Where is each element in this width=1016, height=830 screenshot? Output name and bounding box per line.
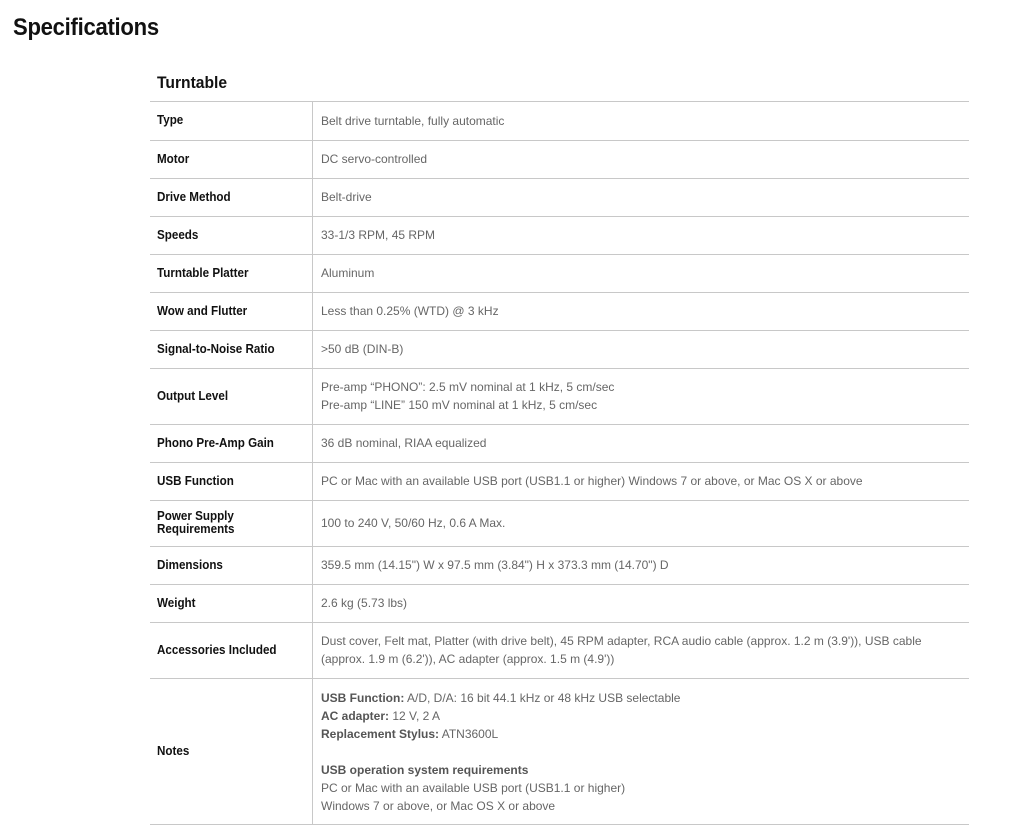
note-value: ATN3600L — [441, 726, 499, 741]
spec-label: Power Supply Requirements — [150, 500, 313, 546]
spec-row-usb-function — [150, 462, 969, 500]
spec-label: Notes — [150, 678, 313, 824]
spec-row-platter — [150, 254, 969, 292]
spec-row-dimensions — [150, 546, 969, 584]
spec-label: Motor — [150, 140, 313, 178]
spec-value: DC servo-controlled — [313, 140, 970, 178]
spec-row-speeds — [150, 216, 969, 254]
spec-label: Phono Pre-Amp Gain — [150, 424, 313, 462]
spec-value: 2.6 kg (5.73 lbs) — [313, 584, 970, 622]
note-key: USB Function: — [321, 690, 405, 705]
spec-table — [150, 102, 969, 825]
os-requirement-line: Windows 7 or above, or Mac OS X or above — [321, 798, 556, 813]
spec-value: 36 dB nominal, RIAA equalized — [313, 424, 970, 462]
note-value: 12 V, 2 A — [392, 708, 440, 723]
spec-value: 359.5 mm (14.15") W x 97.5 mm (3.84") H x 373.3 mm (14.70") D — [313, 546, 970, 584]
section-title: Turntable — [150, 64, 969, 102]
spec-row-power-supply — [150, 500, 969, 546]
note-line — [321, 707, 963, 725]
spec-value: Pre-amp “PHONO”: 2.5 mV nominal at 1 kHz, 5 cm/sec Pre-amp “LINE” 150 mV nominal at 1 kHz, 5 cm/sec — [313, 368, 970, 424]
spec-row-accessories — [150, 622, 969, 678]
spec-label: Drive Method — [150, 178, 313, 216]
note-line — [321, 725, 963, 743]
spec-row-drive-method — [150, 178, 969, 216]
spec-label: USB Function — [150, 462, 313, 500]
os-requirements-heading: USB operation system requirements — [321, 762, 529, 777]
spec-value: 33-1/3 RPM, 45 RPM — [313, 216, 970, 254]
spec-value: Belt drive turntable, fully automatic — [313, 102, 970, 140]
spec-row-wow-flutter — [150, 292, 969, 330]
spec-value: Less than 0.25% (WTD) @ 3 kHz — [313, 292, 970, 330]
spec-label: Speeds — [150, 216, 313, 254]
spec-value: >50 dB (DIN-B) — [313, 330, 970, 368]
spec-label: Type — [150, 102, 313, 140]
spec-row-output-level — [150, 368, 969, 424]
page-title: Specifications — [13, 14, 159, 41]
spec-label: Accessories Included — [150, 622, 313, 678]
spec-label: Turntable Platter — [150, 254, 313, 292]
spec-label: Wow and Flutter — [150, 292, 313, 330]
os-requirement-line: PC or Mac with an available USB port (USB1.1 or higher) — [321, 780, 626, 795]
spec-row-phono-gain — [150, 424, 969, 462]
spec-row-snr — [150, 330, 969, 368]
spec-value: Dust cover, Felt mat, Platter (with drive belt), 45 RPM adapter, RCA audio cable (approx. 1.2 m (3.9')), USB cable (approx. 1.9 m (6.2')), AC adapter (approx. 1.5 m (4.9')) — [313, 622, 970, 678]
note-key: Replacement Stylus: — [321, 726, 440, 741]
turntable-specs-section — [150, 64, 969, 825]
spec-row-motor — [150, 140, 969, 178]
spec-value: PC or Mac with an available USB port (USB1.1 or higher) Windows 7 or above, or Mac OS X or above — [313, 462, 970, 500]
spec-label: Weight — [150, 584, 313, 622]
notes-block — [321, 679, 963, 824]
note-line — [321, 689, 963, 707]
spec-row-weight — [150, 584, 969, 622]
spec-value: Belt-drive — [313, 178, 970, 216]
spec-label: Output Level — [150, 368, 313, 424]
spec-row-notes — [150, 678, 969, 824]
spec-label: Signal-to-Noise Ratio — [150, 330, 313, 368]
note-key: AC adapter: — [321, 708, 390, 723]
spec-value — [313, 678, 970, 824]
spec-label: Dimensions — [150, 546, 313, 584]
spec-row-type — [150, 102, 969, 140]
note-value: A/D, D/A: 16 bit 44.1 kHz or 48 kHz USB selectable — [407, 690, 681, 705]
spec-value: Aluminum — [313, 254, 970, 292]
spec-value: 100 to 240 V, 50/60 Hz, 0.6 A Max. — [313, 500, 970, 546]
